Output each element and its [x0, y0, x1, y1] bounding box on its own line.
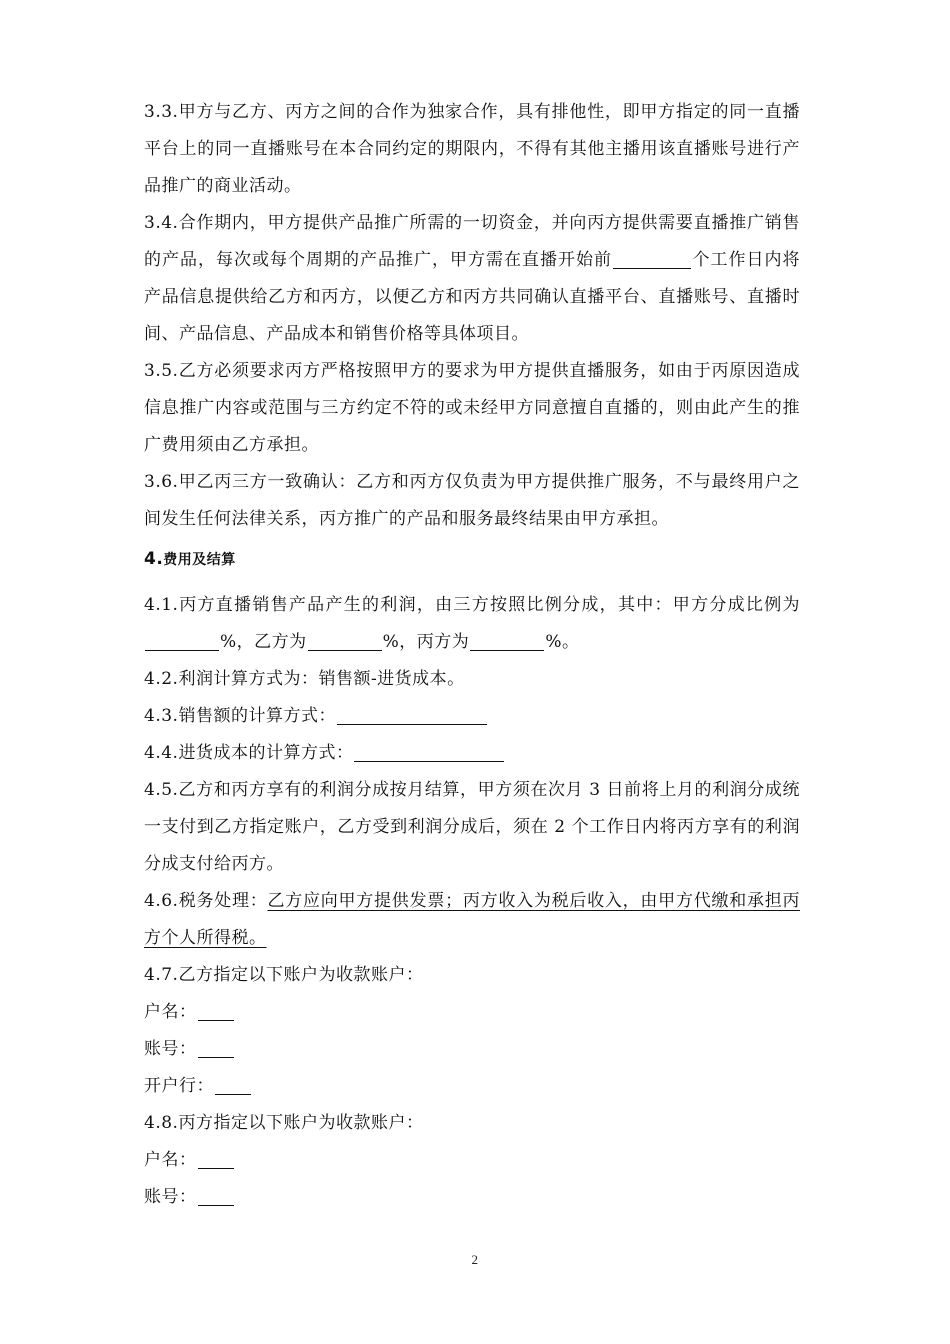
clause-4-1 [144, 587, 800, 661]
section-4-heading [144, 544, 800, 575]
workdays-blank[interactable] [613, 248, 691, 269]
clause-4-1-text-a: 4.1.丙方直播销售产品产生的利润，由三方按照比例分成，其中：甲方分成比例为 [144, 595, 800, 615]
clause-4-4 [144, 735, 800, 772]
party-a-share-blank[interactable] [145, 630, 219, 651]
party-c-account-name-blank[interactable] [198, 1148, 234, 1169]
sales-calc-blank[interactable] [337, 704, 487, 725]
party-c-account-number-label: 账号： [144, 1187, 197, 1207]
clause-4-2: 4.2.利润计算方式为：销售额-进货成本。 [144, 669, 465, 689]
party-b-bank-blank[interactable] [215, 1074, 251, 1095]
party-b-account-name-blank[interactable] [198, 1000, 234, 1021]
section-4-number: 4. [144, 549, 164, 569]
clause-3-5: 3.5.乙方必须要求丙方严格按照甲方的要求为甲方提供直播服务，如由于丙原因造成信息推广内容或范围与三方约定不符的或未经甲方同意擅自直播的，则由此产生的推广费用须由乙方承担。 [144, 361, 800, 455]
clause-4-6 [144, 883, 800, 957]
party-b-account-name-label: 户名： [144, 1002, 197, 1022]
clause-3-4-text-b: 个工作日内将产品信息提供给乙方和丙方，以便乙方和丙方共同确认直播平台、直播账号、直播时间、产品信息、产品成本和销售价格等具体项目。 [144, 250, 800, 344]
party-c-account-name-line [144, 1142, 800, 1179]
page-number: 2 [471, 1252, 479, 1267]
party-c-account-number-line [144, 1179, 800, 1216]
party-b-account-number-line [144, 1031, 800, 1068]
clause-4-1-text-d: %。 [545, 632, 580, 652]
party-b-bank-line [144, 1068, 800, 1105]
clause-4-1-text-b: %，乙方为 [220, 632, 307, 652]
clause-3-3: 3.3.甲方与乙方、丙方之间的合作为独家合作，具有排他性，即甲方指定的同一直播平台上的同一直播账号在本合同约定的期限内，不得有其他主播用该直播账号进行产品推广的商业活动。 [144, 102, 800, 196]
clause-4-1-text-c: %，丙方为 [382, 632, 470, 652]
clause-3-4 [144, 205, 800, 353]
party-b-account-name-line [144, 994, 800, 1031]
party-b-share-blank[interactable] [308, 630, 382, 651]
clause-4-6-label: 4.6.税务处理： [144, 891, 268, 911]
clause-4-8: 4.8.丙方指定以下账户为收款账户： [144, 1113, 424, 1133]
party-b-bank-label: 开户行： [144, 1076, 214, 1096]
clause-4-7: 4.7.乙方指定以下账户为收款账户： [144, 965, 424, 985]
clause-4-5: 4.5.乙方和丙方享有的利润分成按月结算，甲方须在次月 3 日前将上月的利润分成统一支付到乙方指定账户，乙方受到利润分成后，须在 2 个工作日内将丙方享有的利润分成支付给丙方。 [144, 780, 800, 874]
clause-3-6: 3.6.甲乙丙三方一致确认：乙方和丙方仅负责为甲方提供推广服务，不与最终用户之间发生任何法律关系，丙方推广的产品和服务最终结果由甲方承担。 [144, 472, 800, 529]
clause-4-3-label: 4.3.销售额的计算方式： [144, 706, 336, 726]
cost-calc-blank[interactable] [354, 741, 504, 762]
party-c-share-blank[interactable] [470, 630, 544, 651]
party-b-account-number-label: 账号： [144, 1039, 197, 1059]
clause-3-4-text-a: 3.4.合作期内，甲方提供产品推广所需的一切资金，并向丙方提供需要直播推广销售的产品，每次或每个周期的产品推广，甲方需在直播开始前 [144, 213, 800, 270]
party-c-account-number-blank[interactable] [198, 1185, 234, 1206]
clause-4-3 [144, 698, 800, 735]
clause-4-4-label: 4.4.进货成本的计算方式： [144, 743, 354, 763]
clause-4-6-underlined-text: 乙方应向甲方提供发票；丙方收入为税后收入，由甲方代缴和承担丙方个人所得税。 [144, 891, 800, 948]
party-b-account-number-blank[interactable] [198, 1037, 234, 1058]
section-4-title: 费用及结算 [163, 552, 236, 568]
party-c-account-name-label: 户名： [144, 1150, 197, 1170]
